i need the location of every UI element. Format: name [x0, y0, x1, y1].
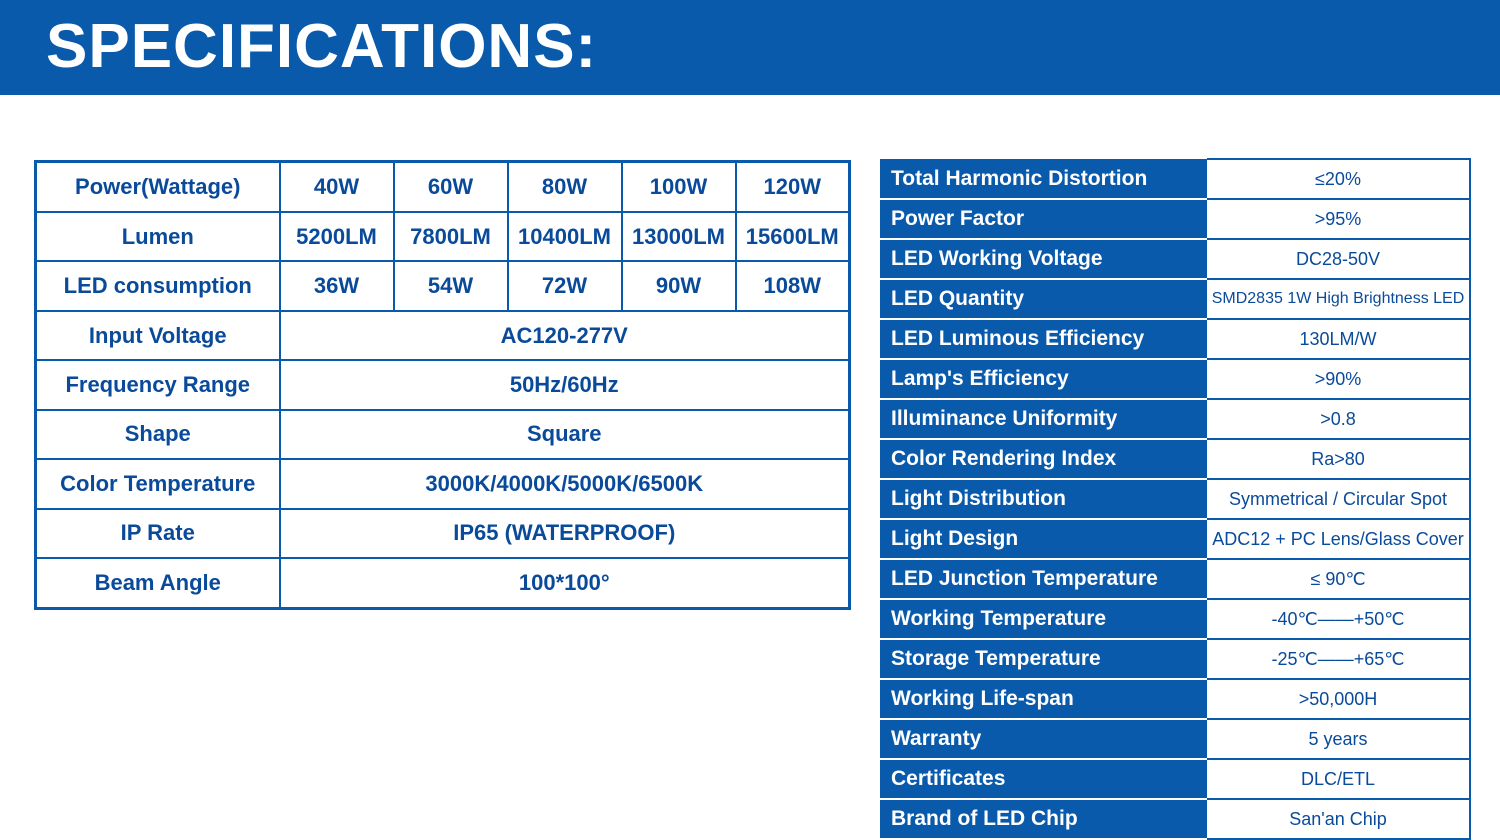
spec-value: ≤ 90℃ — [1207, 559, 1470, 599]
table-cell: 80W — [508, 162, 622, 212]
spec-label: Certificates — [880, 759, 1207, 799]
spec-value: >95% — [1207, 199, 1470, 239]
spec-label: Storage Temperature — [880, 639, 1207, 679]
table-row — [36, 162, 850, 212]
spec-value: -25℃——+65℃ — [1207, 639, 1470, 679]
table-cell: 40W — [280, 162, 394, 212]
specs-table-right — [880, 158, 1471, 840]
spec-value: 130LM/W — [1207, 319, 1470, 359]
table-row — [880, 279, 1470, 319]
table-cell: 50Hz/60Hz — [280, 360, 850, 409]
spec-value: Ra>80 — [1207, 439, 1470, 479]
table-row — [880, 319, 1470, 359]
table-cell: 100W — [622, 162, 736, 212]
table-cell: 15600LM — [736, 212, 850, 261]
spec-label: Lamp's Efficiency — [880, 359, 1207, 399]
table-row — [880, 599, 1470, 639]
spec-label: LED Luminous Efficiency — [880, 319, 1207, 359]
table-row — [36, 509, 850, 558]
table-row — [36, 360, 850, 409]
table-row — [880, 679, 1470, 719]
table-row — [880, 719, 1470, 759]
spec-label: LED Working Voltage — [880, 239, 1207, 279]
spec-value: >50,000H — [1207, 679, 1470, 719]
table-cell: 100*100° — [280, 558, 850, 608]
spec-label: LED Junction Temperature — [880, 559, 1207, 599]
table-cell: 72W — [508, 261, 622, 310]
row-label: IP Rate — [36, 509, 280, 558]
table-row — [880, 559, 1470, 599]
table-row — [36, 261, 850, 310]
table-cell: 13000LM — [622, 212, 736, 261]
spec-value: ADC12 + PC Lens/Glass Cover — [1207, 519, 1470, 559]
row-label: LED consumption — [36, 261, 280, 310]
table-cell: 7800LM — [394, 212, 508, 261]
spec-value: Symmetrical / Circular Spot — [1207, 479, 1470, 519]
spec-value: DC28-50V — [1207, 239, 1470, 279]
table-row — [880, 239, 1470, 279]
row-label: Color Temperature — [36, 459, 280, 508]
table-row — [36, 410, 850, 459]
table-cell: 54W — [394, 261, 508, 310]
table-row — [880, 639, 1470, 679]
table-cell: Square — [280, 410, 850, 459]
spec-label: Working Life-span — [880, 679, 1207, 719]
page-title: SPECIFICATIONS: — [46, 12, 598, 81]
row-label: Power(Wattage) — [36, 162, 280, 212]
row-label: Shape — [36, 410, 280, 459]
table-row — [36, 558, 850, 608]
spec-value: San'an Chip — [1207, 799, 1470, 839]
spec-label: Light Design — [880, 519, 1207, 559]
table-cell: 108W — [736, 261, 850, 310]
spec-value: >90% — [1207, 359, 1470, 399]
table-cell: AC120-277V — [280, 311, 850, 360]
spec-label: Light Distribution — [880, 479, 1207, 519]
table-cell: 120W — [736, 162, 850, 212]
table-row — [880, 159, 1470, 199]
table-row — [36, 212, 850, 261]
table-row — [880, 519, 1470, 559]
spec-label: Brand of LED Chip — [880, 799, 1207, 839]
spec-value: -40℃——+50℃ — [1207, 599, 1470, 639]
table-row — [880, 199, 1470, 239]
spec-value: ≤20% — [1207, 159, 1470, 199]
table-row — [880, 359, 1470, 399]
table-cell: 5200LM — [280, 212, 394, 261]
table-cell: IP65 (WATERPROOF) — [280, 509, 850, 558]
table-row — [880, 479, 1470, 519]
table-cell: 3000K/4000K/5000K/6500K — [280, 459, 850, 508]
row-label: Lumen — [36, 212, 280, 261]
title-banner — [0, 0, 1500, 95]
table-cell: 90W — [622, 261, 736, 310]
specs-table-left — [34, 160, 851, 610]
spec-label: Warranty — [880, 719, 1207, 759]
spec-label: Total Harmonic Distortion — [880, 159, 1207, 199]
row-label: Beam Angle — [36, 558, 280, 608]
row-label: Input Voltage — [36, 311, 280, 360]
spec-label: LED Quantity — [880, 279, 1207, 319]
table-row — [880, 399, 1470, 439]
table-cell: 60W — [394, 162, 508, 212]
table-row — [36, 459, 850, 508]
table-row — [880, 799, 1470, 839]
spec-label: Working Temperature — [880, 599, 1207, 639]
spec-value: SMD2835 1W High Brightness LED — [1207, 279, 1470, 319]
spec-label: Illuminance Uniformity — [880, 399, 1207, 439]
table-cell: 10400LM — [508, 212, 622, 261]
row-label: Frequency Range — [36, 360, 280, 409]
spec-value: DLC/ETL — [1207, 759, 1470, 799]
spec-label: Power Factor — [880, 199, 1207, 239]
spec-value: >0.8 — [1207, 399, 1470, 439]
table-row — [880, 439, 1470, 479]
table-row — [880, 759, 1470, 799]
spec-value: 5 years — [1207, 719, 1470, 759]
table-row — [36, 311, 850, 360]
spec-label: Color Rendering Index — [880, 439, 1207, 479]
table-cell: 36W — [280, 261, 394, 310]
